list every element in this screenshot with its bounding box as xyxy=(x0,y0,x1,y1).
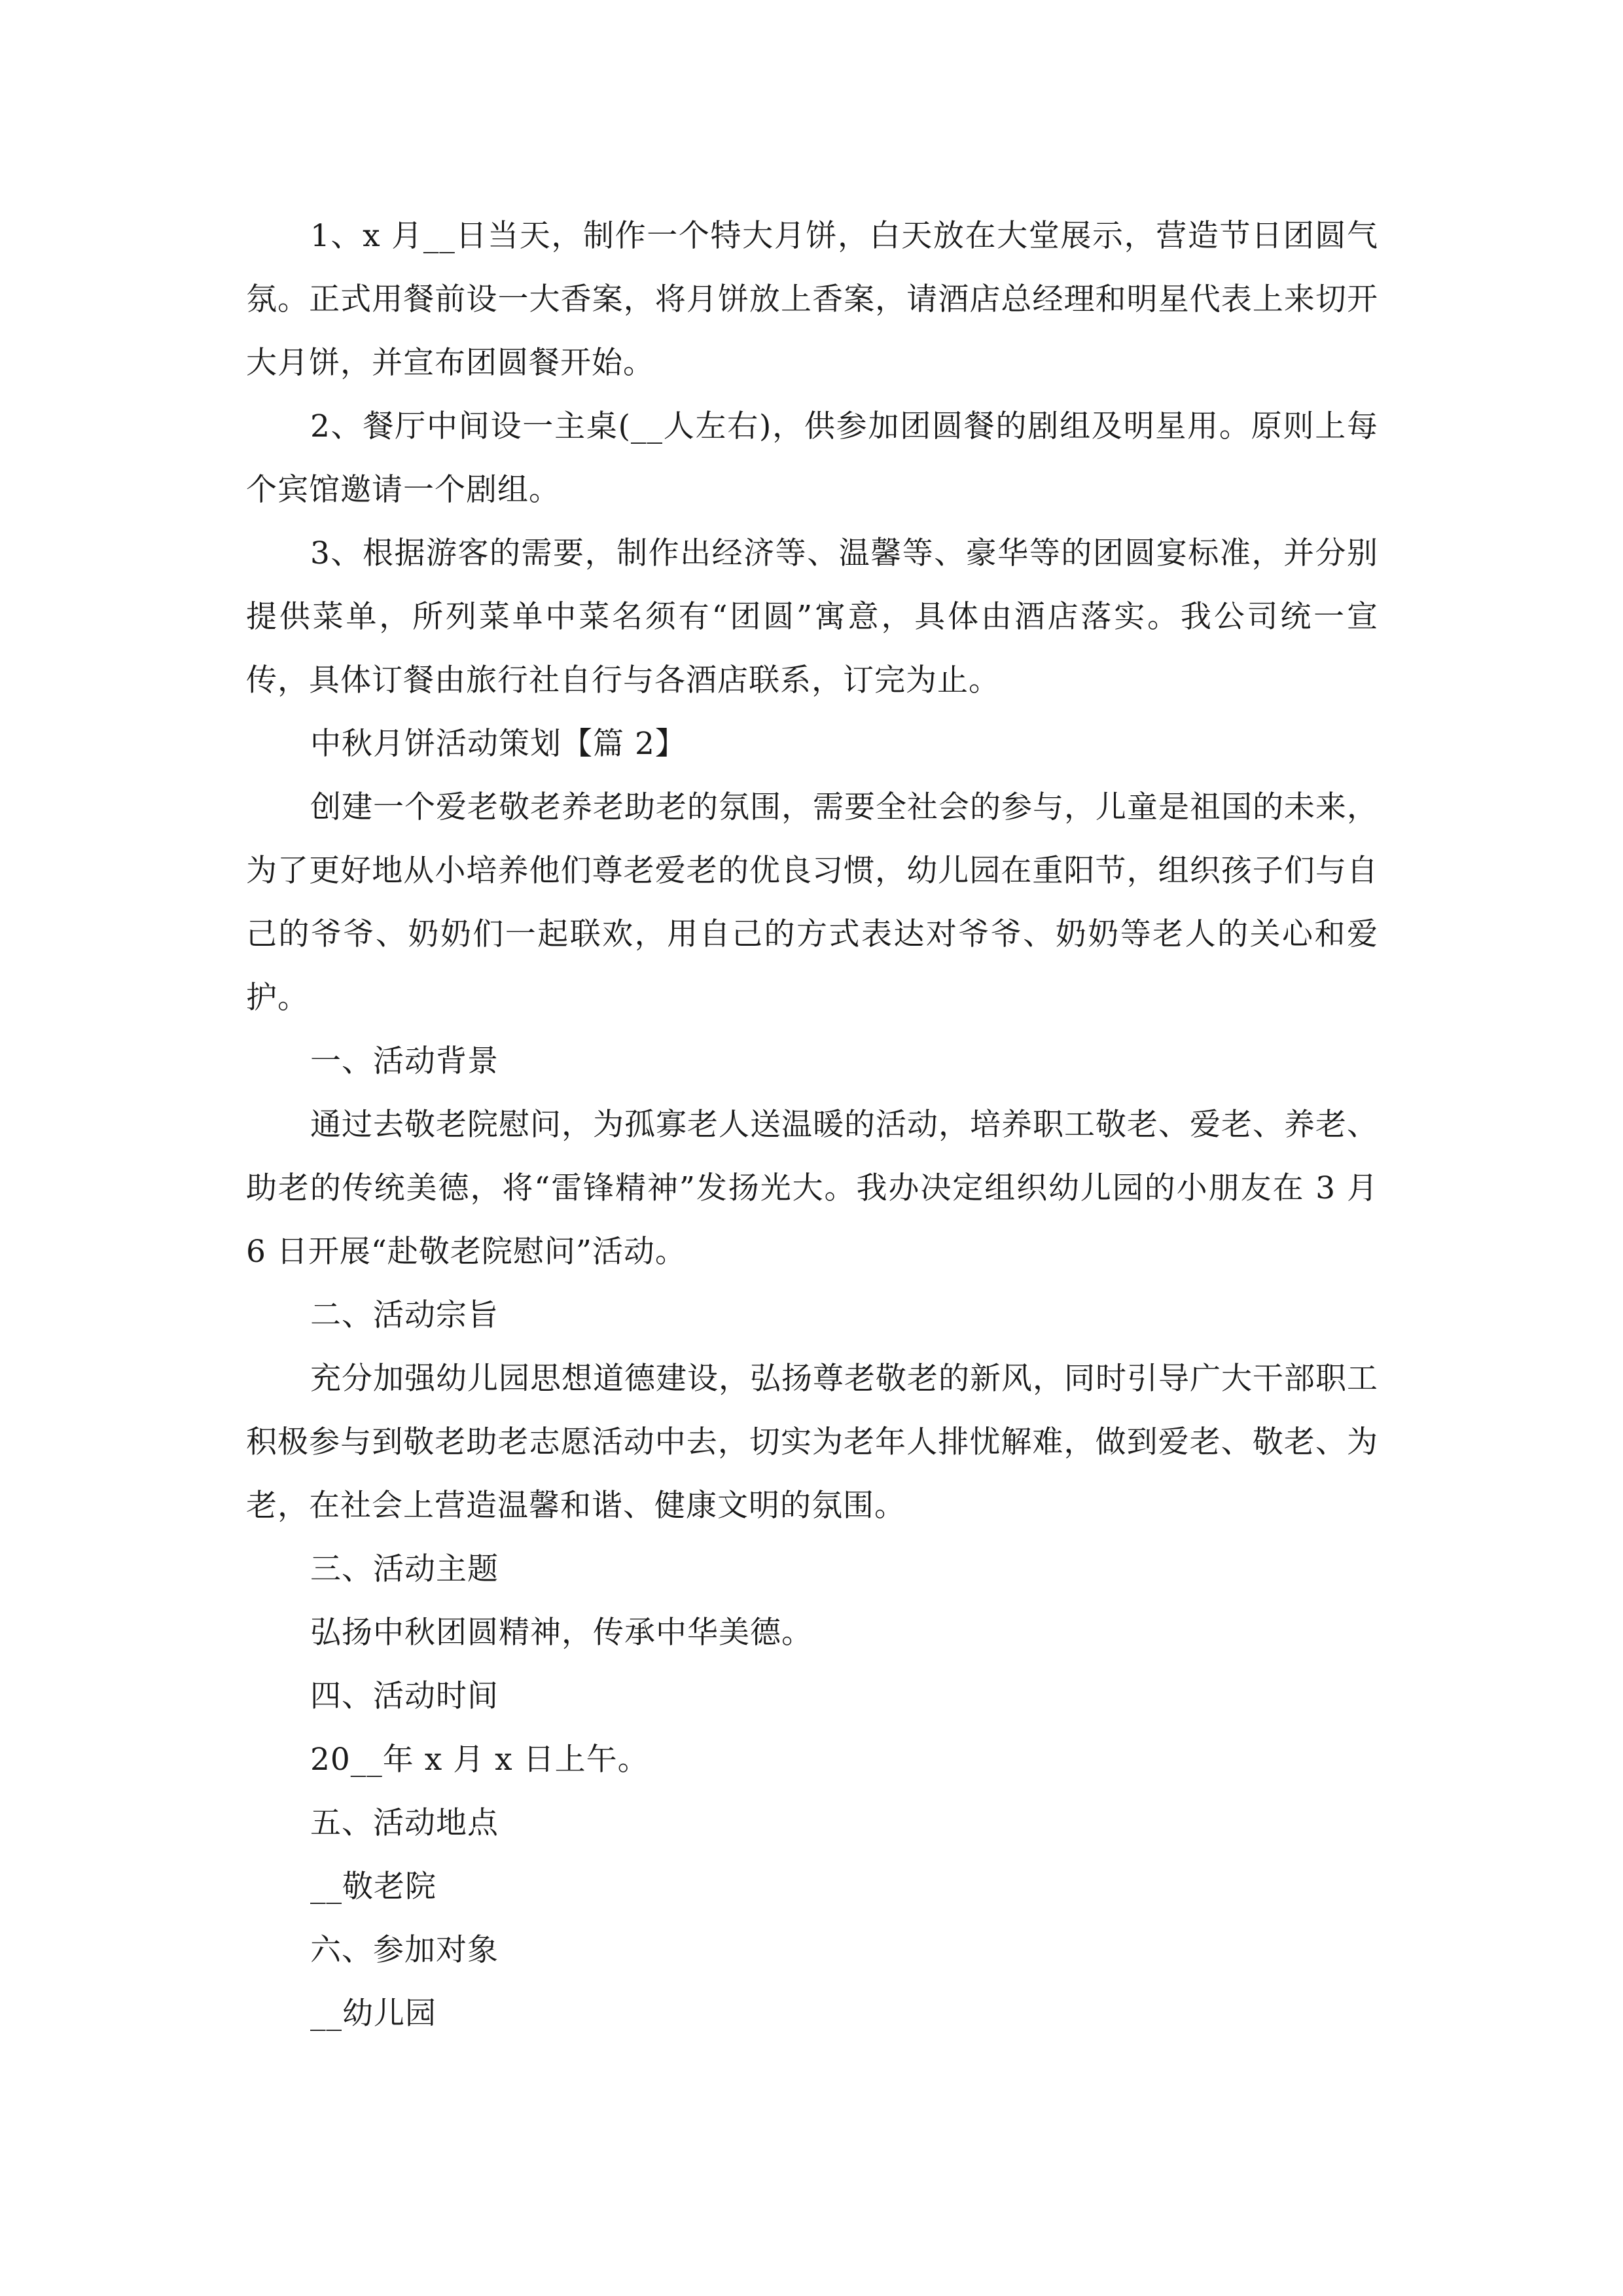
heading-theme: 三、活动主题 xyxy=(310,1551,499,1587)
theme-paragraph: 弘扬中秋团圆精神，传承中华美德。 xyxy=(310,1615,813,1651)
participants-paragraph: __幼儿园 xyxy=(310,1996,437,2032)
heading-time: 四、活动时间 xyxy=(310,1678,499,1714)
heading-background: 一、活动背景 xyxy=(310,1043,499,1079)
location-paragraph: __敬老院 xyxy=(310,1869,437,1905)
background-paragraph: 通过去敬老院慰问，为孤寡老人送温暖的活动，培养职工敬老、爱老、养老、助老的传统美德，将“雷锋精神”发扬光大。我办决定组织幼儿园的小朋友在 3 月 6 日开展“赴敬老院慰问”活动。 xyxy=(246,1107,1378,1270)
heading-purpose: 二、活动宗旨 xyxy=(310,1297,499,1333)
time-paragraph: 20__年 x 月 x 日上午。 xyxy=(310,1742,649,1778)
section-title-part-2: 中秋月饼活动策划【篇 2】 xyxy=(310,726,687,762)
intro-paragraph: 创建一个爱老敬老养老助老的氛围，需要全社会的参与，儿童是祖国的未来，为了更好地从小培养他们尊老爱老的优良习惯，幼儿园在重阳节，组织孩子们与自己的爷爷、奶奶们一起联欢，用自己的方式表达对爷爷、奶奶等老人的关心和爱护。 xyxy=(246,789,1378,1016)
heading-participants: 六、参加对象 xyxy=(310,1932,499,1968)
heading-location: 五、活动地点 xyxy=(310,1805,499,1841)
purpose-paragraph: 充分加强幼儿园思想道德建设，弘扬尊老敬老的新风，同时引导广大干部职工积极参与到敬老助老志愿活动中去，切实为老年人排忧解难，做到爱老、敬老、为老，在社会上营造温馨和谐、健康文明的氛围。 xyxy=(246,1361,1378,1524)
paragraph-item-3: 3、根据游客的需要，制作出经济等、温馨等、豪华等的团圆宴标准，并分别提供菜单，所列菜单中菜名须有“团圆”寓意，具体由酒店落实。我公司统一宣传，具体订餐由旅行社自行与各酒店联系，订完为止。 xyxy=(246,535,1378,698)
paragraph-item-1: 1、x 月__日当天，制作一个特大月饼，白天放在大堂展示，营造节日团圆气氛。正式用餐前设一大香案，将月饼放上香案，请酒店总经理和明星代表上来切开大月饼，并宣布团圆餐开始。 xyxy=(246,218,1378,381)
document-body xyxy=(246,204,1378,2045)
paragraph-item-2: 2、餐厅中间设一主桌(__人左右)，供参加团圆餐的剧组及明星用。原则上每个宾馆邀请一个剧组。 xyxy=(246,408,1378,508)
